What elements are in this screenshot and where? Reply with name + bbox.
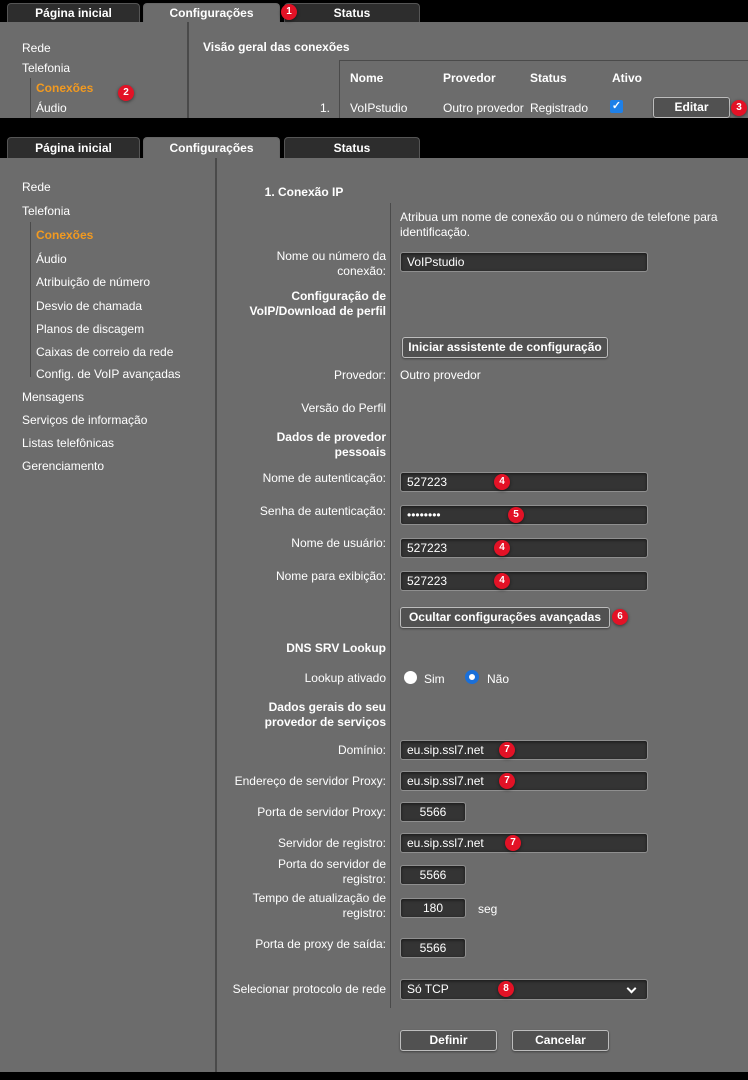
table-top-border — [339, 60, 748, 61]
sidebar-divider — [187, 22, 189, 118]
tab-settings[interactable]: Configurações — [143, 137, 280, 158]
set-button[interactable]: Definir — [400, 1030, 497, 1051]
callout-1-badge: 1 — [281, 4, 297, 20]
profile-version-label: Versão do Perfil — [301, 401, 386, 415]
tab-settings[interactable]: Configurações — [143, 3, 280, 22]
proxy-server-label: Endereço de servidor Proxy: — [234, 774, 386, 788]
network-protocol-value: Só TCP — [407, 982, 449, 996]
sidebar-item-servicos-de-informacao[interactable]: Serviços de informação — [22, 413, 148, 427]
sidebar-item-rede[interactable]: Rede — [22, 41, 51, 55]
domain-input[interactable] — [400, 740, 648, 760]
callout-7-badge: 7 — [499, 742, 515, 758]
sidebar-item-planos-de-discagem[interactable]: Planos de discagem — [36, 322, 145, 336]
registration-refresh-input[interactable] — [400, 898, 466, 918]
form-divider — [390, 203, 391, 1008]
sidebar-item-listas-telefonicas[interactable]: Listas telefônicas — [22, 436, 115, 450]
registrar-port-input[interactable] — [400, 865, 466, 885]
column-header-provider: Provedor — [443, 71, 496, 85]
sidebar-item-telefonia[interactable]: Telefonia — [22, 61, 71, 75]
sidebar-item-desvio-de-chamada[interactable]: Desvio de chamada — [36, 299, 143, 313]
row-index: 1. — [319, 101, 330, 115]
table-left-border — [339, 60, 340, 118]
start-wizard-button[interactable]: Iniciar assistente de configuração — [402, 337, 608, 358]
column-header-name: Nome — [350, 71, 384, 85]
network-protocol-label: Selecionar protocolo de rede — [232, 982, 386, 996]
auth-name-label: Nome de autenticação: — [262, 471, 386, 485]
proxy-server-input[interactable] — [400, 771, 648, 791]
general-data-section-label: Dados gerais do seu provedor de serviços — [264, 700, 386, 729]
column-header-status: Status — [530, 71, 567, 85]
lookup-no-label: Não — [487, 672, 510, 686]
callout-2-badge: 2 — [118, 85, 134, 101]
voip-config-section-label: Configuração de VoIP/Download de perfil — [249, 289, 386, 318]
column-header-active: Ativo — [612, 71, 642, 85]
connection-name-input[interactable] — [400, 252, 648, 272]
dns-srv-section-label: DNS SRV Lookup — [286, 641, 386, 655]
username-label: Nome de usuário: — [291, 536, 386, 550]
refresh-unit-label: seg — [478, 902, 498, 916]
active-checkbox[interactable]: ✓ — [611, 100, 622, 112]
sidebar-item-conexoes[interactable]: Conexões — [36, 81, 94, 95]
form-intro-text: Atribua um nome de conexão ou o número de telefone para identificação. — [400, 210, 718, 239]
callout-8-badge: 8 — [498, 981, 514, 997]
registrar-port-label: Porta do servidor de registro: — [277, 857, 386, 886]
sidebar-item-config-voip-avancadas[interactable]: Config. de VoIP avançadas — [36, 367, 181, 381]
auth-name-input[interactable] — [400, 472, 648, 492]
display-name-input[interactable] — [400, 571, 648, 591]
sidebar-divider — [215, 158, 217, 1072]
sidebar-item-rede[interactable]: Rede — [22, 180, 51, 194]
sidebar-item-caixas-de-correio[interactable]: Caixas de correio da rede — [36, 345, 174, 359]
overview-title: Visão geral das conexões — [203, 40, 350, 54]
outbound-proxy-port-label: Porta de proxy de saída: — [255, 937, 386, 951]
provider-cell: Outro provedor — [443, 101, 524, 115]
provider-label: Provedor: — [333, 368, 386, 382]
callout-7-badge: 7 — [505, 835, 521, 851]
overview-content — [0, 22, 748, 118]
proxy-port-label: Porta de servidor Proxy: — [257, 805, 386, 819]
registration-refresh-label: Tempo de atualização de registro: — [252, 891, 386, 920]
callout-4-badge: 4 — [494, 573, 510, 589]
callout-7-badge: 7 — [499, 773, 515, 789]
form-title: 1. Conexão IP — [264, 185, 344, 199]
sidebar-item-telefonia[interactable]: Telefonia — [22, 204, 71, 218]
lookup-yes-label: Sim — [424, 672, 445, 686]
sidebar-subtree-line — [30, 78, 31, 118]
callout-5-badge: 5 — [508, 507, 524, 523]
sidebar-item-audio[interactable]: Áudio — [36, 101, 67, 115]
sidebar-item-atribuicao-de-numero[interactable]: Atribuição de número — [36, 275, 151, 289]
cancel-button[interactable]: Cancelar — [512, 1030, 609, 1051]
outbound-proxy-port-input[interactable] — [400, 938, 466, 958]
auth-password-label: Senha de autenticação: — [259, 504, 386, 518]
personal-data-section-label: Dados de provedor pessoais — [276, 430, 386, 459]
connection-name-cell: VoIPstudio — [350, 101, 408, 115]
sidebar-subtree-line — [30, 222, 31, 377]
tab-home[interactable]: Página inicial — [7, 137, 140, 158]
provider-value: Outro provedor — [400, 368, 481, 382]
display-name-label: Nome para exibição: — [275, 569, 386, 583]
auth-password-input[interactable] — [400, 505, 648, 525]
lookup-enabled-label: Lookup ativado — [304, 671, 386, 685]
tab-status[interactable]: Status — [284, 137, 420, 158]
tab-home[interactable]: Página inicial — [7, 3, 140, 22]
callout-3-badge: 3 — [731, 100, 747, 116]
lookup-no-radio[interactable] — [465, 670, 479, 684]
connection-name-label: Nome ou número da conexão: — [276, 249, 386, 278]
username-input[interactable] — [400, 538, 648, 558]
proxy-port-input[interactable] — [400, 802, 466, 822]
callout-4-badge: 4 — [494, 540, 510, 556]
callout-6-badge: 6 — [612, 609, 628, 625]
hide-advanced-settings-button[interactable]: Ocultar configurações avançadas — [400, 607, 610, 628]
registrar-label: Servidor de registro: — [277, 836, 386, 850]
sidebar-item-audio[interactable]: Áudio — [36, 252, 67, 266]
network-protocol-select[interactable] — [400, 979, 648, 1000]
sidebar-item-gerenciamento[interactable]: Gerenciamento — [22, 459, 105, 473]
tab-status[interactable]: Status — [284, 3, 420, 22]
sidebar-item-mensagens[interactable]: Mensagens — [22, 390, 85, 404]
lookup-yes-radio[interactable] — [404, 671, 417, 684]
detail-content — [0, 158, 748, 1072]
domain-label: Domínio: — [337, 743, 386, 757]
chevron-down-icon — [627, 984, 637, 994]
callout-4-badge: 4 — [494, 474, 510, 490]
edit-button[interactable]: Editar — [653, 97, 730, 118]
registrar-input[interactable] — [400, 833, 648, 853]
sidebar-item-conexoes[interactable]: Conexões — [36, 228, 94, 242]
screenshot-overview — [0, 0, 748, 118]
screenshot-detail — [0, 133, 748, 1080]
status-cell: Registrado — [530, 101, 589, 115]
